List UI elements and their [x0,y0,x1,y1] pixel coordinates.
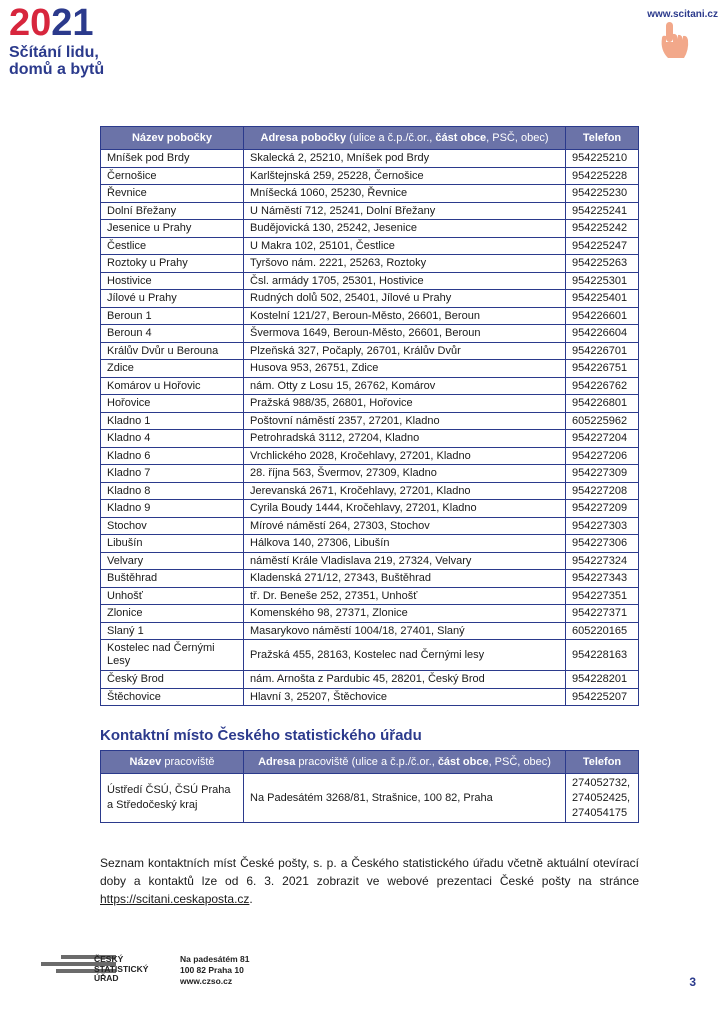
branch-name-cell: Zlonice [101,605,244,623]
section-title: Kontaktní místo Českého statistického úřadu [100,727,422,744]
table-row [101,570,639,588]
table-row [101,360,639,378]
branch-phone-cell: 954228163 [566,640,639,671]
branch-address-cell: Hlavní 3, 25207, Štěchovice [244,688,566,706]
table-row [101,307,639,325]
column-header-name [101,751,244,774]
branch-phone-cell: 954225241 [566,202,639,220]
branch-address-cell: Čsl. armády 1705, 25301, Hostivice [244,272,566,290]
footer-address [180,954,249,987]
header-text: část obce [435,132,487,144]
branch-address-cell: U Náměstí 712, 25241, Dolní Břežany [244,202,566,220]
table-row [101,430,639,448]
branch-name-cell: Komárov u Hořovic [101,377,244,395]
column-header-phone: Telefon [566,751,639,774]
branch-address-cell: Švermova 1649, Beroun-Město, 26601, Beroun [244,325,566,343]
branch-address-cell: Rudných dolů 502, 25401, Jílové u Prahy [244,290,566,308]
branch-phone-cell: 954226751 [566,360,639,378]
table-row [101,552,639,570]
branch-phone-cell: 954225228 [566,167,639,185]
branch-name-cell: Beroun 1 [101,307,244,325]
branch-phone-cell: 954225210 [566,150,639,168]
branch-address-cell: Pražská 988/35, 26801, Hořovice [244,395,566,413]
branch-phone-cell: 954228201 [566,671,639,689]
branch-phone-cell: 954227206 [566,447,639,465]
branch-address-cell: Budějovická 130, 25242, Jesenice [244,220,566,238]
branch-name-cell: Kladno 6 [101,447,244,465]
branch-phone-cell: 954225247 [566,237,639,255]
header-text: , PSČ, obec) [486,132,549,144]
header-text: pracoviště (ulice a č.p./č.or., [295,756,438,768]
table-row [101,395,639,413]
table-row [101,622,639,640]
table-row [101,272,639,290]
branch-name-cell: Řevnice [101,185,244,203]
branch-phone-cell: 954227351 [566,587,639,605]
contact-address-cell: Na Padesátém 3268/81, Strašnice, 100 82, Praha [244,774,566,823]
ceskaposta-link[interactable]: https://scitani.ceskaposta.cz [100,892,250,906]
branch-name-cell: Hořovice [101,395,244,413]
column-header-address [244,127,566,150]
header-text: pracoviště [161,756,215,768]
table-row [101,412,639,430]
note-end: . [249,892,253,906]
table-row [101,220,639,238]
note-text: Seznam kontaktních míst České pošty, s. p. a Českého statistického úřadu včetně aktuální otevírací doby a kontaktů lze od 6. 3. 2021 zobrazit ve webové prezentaci České pošty na stránce [100,856,639,888]
branch-address-cell: Masarykovo náměstí 1004/18, 27401, Slaný [244,622,566,640]
hand-pointer-icon [656,20,690,65]
header-text: (ulice a č.p./č.or., [346,132,436,144]
csu-logo [36,954,149,983]
table-row [101,482,639,500]
census-logo [9,2,105,78]
branch-name-cell: Kladno 9 [101,500,244,518]
table-row [101,255,639,273]
table-row [101,150,639,168]
branch-phone-cell: 954227209 [566,500,639,518]
branch-address-cell: Pražská 455, 28163, Kostelec nad Černými lesy [244,640,566,671]
csu-logo-line: ČESKÝ [94,954,124,964]
table-row [101,640,639,671]
branch-address-cell: náměstí Krále Vladislava 219, 27324, Velvary [244,552,566,570]
branch-phone-cell: 954225207 [566,688,639,706]
branch-name-cell: Hostivice [101,272,244,290]
logo-line: Sčítání lidu, [9,44,99,61]
branch-phone-cell: 954227309 [566,465,639,483]
site-link[interactable]: www.scitani.cz [647,9,718,20]
table-header-row [101,127,639,150]
branch-address-cell: Cyrila Boudy 1444, Kročehlavy, 27201, Kladno [244,500,566,518]
branch-name-cell: Dolní Břežany [101,202,244,220]
table-row [101,342,639,360]
table-row [101,237,639,255]
contact-phone-cell [566,774,639,823]
branch-phone-cell: 954227204 [566,430,639,448]
branch-phone-cell: 954226604 [566,325,639,343]
logo-line: domů a bytů [9,61,105,78]
branch-address-cell: Petrohradská 3112, 27204, Kladno [244,430,566,448]
header-text: část obce [437,756,489,768]
branch-phone-cell: 954227303 [566,517,639,535]
branch-address-cell: Karlštejnská 259, 25228, Černošice [244,167,566,185]
contact-name-cell: Ústředí ČSÚ, ČSÚ Praha a Středočeský kraj [101,774,244,823]
table-row [101,377,639,395]
branch-phone-cell: 954227208 [566,482,639,500]
table-row [101,202,639,220]
table-row [101,290,639,308]
branch-address-cell: Mírové náměstí 264, 27303, Stochov [244,517,566,535]
branch-address-cell: 28. října 563, Švermov, 27309, Kladno [244,465,566,483]
branch-name-cell: Beroun 4 [101,325,244,343]
branch-address-cell: nám. Otty z Losu 15, 26762, Komárov [244,377,566,395]
table-row [101,325,639,343]
branch-name-cell: Černošice [101,167,244,185]
csu-logo-text [94,955,148,984]
branch-phone-cell: 605220165 [566,622,639,640]
csu-logo-line: ÚŘAD [94,973,119,983]
branch-name-cell: Kladno 1 [101,412,244,430]
branch-name-cell: Velvary [101,552,244,570]
branch-name-cell: Libušín [101,535,244,553]
branch-name-cell: Stochov [101,517,244,535]
branch-phone-cell: 954226701 [566,342,639,360]
branch-address-cell: Husova 953, 26751, Zdice [244,360,566,378]
logo-digit: 0 [30,2,52,44]
column-header-address [244,751,566,774]
branches-table [100,126,639,706]
csu-logo-line: STATISTICKÝ [94,963,149,974]
branch-address-cell: U Makra 102, 25101, Čestlice [244,237,566,255]
table-row [101,517,639,535]
branch-address-cell: Hálkova 140, 27306, Libušín [244,535,566,553]
branch-name-cell: Jesenice u Prahy [101,220,244,238]
branch-phone-cell: 954225263 [566,255,639,273]
branch-address-cell: nám. Arnošta z Pardubic 45, 28201, Český Brod [244,671,566,689]
branch-name-cell: Buštěhrad [101,570,244,588]
branch-name-cell: Štěchovice [101,688,244,706]
logo-text [9,44,104,78]
address-line: 100 82 Praha 10 [180,965,244,975]
branch-phone-cell: 954227371 [566,605,639,623]
column-header-phone: Telefon [566,127,639,150]
branch-phone-cell: 954226762 [566,377,639,395]
table-row [101,185,639,203]
branch-phone-cell: 954225301 [566,272,639,290]
branch-address-cell: Mníšecká 1060, 25230, Řevnice [244,185,566,203]
branch-name-cell: Kladno 4 [101,430,244,448]
branch-address-cell: tř. Dr. Beneše 252, 27351, Unhošť [244,587,566,605]
header-text: Adresa pobočky [260,132,347,144]
branch-name-cell: Králův Dvůr u Berouna [101,342,244,360]
table-row [101,671,639,689]
branch-address-cell: Komenského 98, 27371, Zlonice [244,605,566,623]
table-row [101,688,639,706]
branch-address-cell: Tyršovo nám. 2221, 25263, Roztoky [244,255,566,273]
branch-name-cell: Slaný 1 [101,622,244,640]
branch-name-cell: Mníšek pod Brdy [101,150,244,168]
branch-phone-cell: 954226801 [566,395,639,413]
branch-phone-cell: 954227324 [566,552,639,570]
logo-digit: 2 [9,2,31,44]
branch-address-cell: Poštovní náměstí 2357, 27201, Kladno [244,412,566,430]
branch-name-cell: Kostelec nad Černými Lesy [101,640,244,671]
branch-address-cell: Jerevanská 2671, Kročehlavy, 27201, Kladno [244,482,566,500]
branch-name-cell: Roztoky u Prahy [101,255,244,273]
branch-name-cell: Kladno 8 [101,482,244,500]
branch-address-cell: Vrchlického 2028, Kročehlavy, 27201, Kladno [244,447,566,465]
table-row [101,605,639,623]
table-row [101,465,639,483]
branch-address-cell: Skalecká 2, 25210, Mníšek pod Brdy [244,150,566,168]
branch-name-cell: Kladno 7 [101,465,244,483]
contacts-table [100,750,639,823]
phone-line: 274052732, [572,776,631,789]
branch-name-cell: Český Brod [101,671,244,689]
branch-phone-cell: 954227343 [566,570,639,588]
table-row [101,500,639,518]
branch-phone-cell: 954226601 [566,307,639,325]
phone-line: 274052425, [572,791,631,804]
table-header-row [101,751,639,774]
branch-name-cell: Čestlice [101,237,244,255]
footer-website-link[interactable]: www.czso.cz [180,976,233,986]
logo-year [9,2,104,44]
branch-phone-cell: 954225242 [566,220,639,238]
branch-address-cell: Plzeňská 327, Počaply, 26701, Králův Dvůr [244,342,566,360]
branch-name-cell: Jílové u Prahy [101,290,244,308]
logo-digit: 1 [72,2,94,44]
branch-address-cell: Kladenská 271/12, 27343, Buštěhrad [244,570,566,588]
table-row [101,774,639,823]
table-row [101,535,639,553]
header-text: Adresa [258,756,296,768]
branch-address-cell: Kostelní 121/27, Beroun-Město, 26601, Beroun [244,307,566,325]
logo-digit: 2 [51,2,73,44]
note-paragraph [100,854,639,908]
branch-phone-cell: 605225962 [566,412,639,430]
table-row [101,587,639,605]
branch-phone-cell: 954227306 [566,535,639,553]
address-line: Na padesátém 81 [180,954,250,964]
table-row [101,447,639,465]
header-text: , PSČ, obec) [488,756,551,768]
header-text: Název [129,756,162,768]
phone-line: 274054175 [572,806,628,819]
table-row [101,167,639,185]
page-number: 3 [689,975,696,989]
branch-name-cell: Zdice [101,360,244,378]
branch-name-cell: Unhošť [101,587,244,605]
column-header-name: Název pobočky [101,127,244,150]
branch-phone-cell: 954225230 [566,185,639,203]
branch-phone-cell: 954225401 [566,290,639,308]
